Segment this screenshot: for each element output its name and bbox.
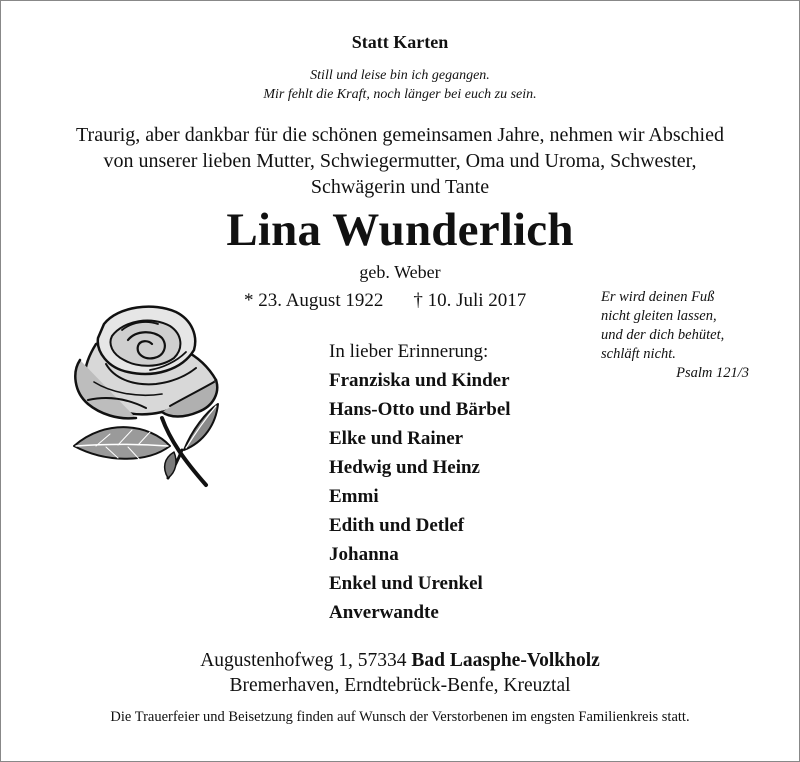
list-item: Elke und Rainer	[329, 428, 464, 449]
intro-line-2: von unserer lieben Mutter, Schwiegermutter, Oma und Uroma, Schwester,	[103, 150, 697, 172]
address	[0, 648, 800, 698]
list-item: Franziska und Kinder	[329, 370, 510, 391]
psalm-line-3: und der dich behütet,	[601, 327, 725, 343]
address-line-2: Bremerhaven, Erndtebrück-Benfe, Kreuztal	[229, 675, 571, 696]
intro-line-1: Traurig, aber dankbar für die schönen gemeinsamen Jahre, nehmen wir Abschied	[76, 124, 724, 146]
list-item: Johanna	[329, 544, 399, 565]
poem-line-2: Mir fehlt die Kraft, noch länger bei euch zu sein.	[263, 87, 537, 102]
list-item: Emmi	[329, 486, 379, 507]
mourners-list	[329, 366, 511, 627]
poem	[0, 66, 800, 104]
list-item: Enkel und Urenkel	[329, 573, 483, 594]
footer-note: Die Trauerfeier und Beisetzung finden auf Wunsch der Verstorbenen im engsten Familienkreis statt.	[110, 709, 690, 725]
notice-heading: Statt Karten	[351, 32, 449, 52]
address-town: Bad Laasphe-Volkholz	[411, 650, 600, 671]
intro-line-3: Schwägerin und Tante	[310, 176, 490, 198]
intro-text	[0, 122, 800, 200]
maiden-name: geb. Weber	[359, 262, 441, 282]
address-street: Augustenhofweg 1, 57334	[200, 650, 412, 671]
psalm-line-2: nicht gleiten lassen,	[601, 308, 717, 324]
psalm-reference: Psalm 121/3	[676, 365, 749, 381]
rose-icon	[66, 300, 222, 490]
psalm-quote	[601, 288, 753, 383]
list-item: Anverwandte	[329, 602, 439, 623]
psalm-line-1: Er wird deinen Fuß	[601, 289, 715, 305]
list-item: Hans-Otto und Bärbel	[329, 399, 511, 420]
list-item: Hedwig und Heinz	[329, 457, 480, 478]
birth-date: * 23. August 1922	[244, 290, 384, 311]
list-item: Edith und Detlef	[329, 515, 465, 536]
address-line-1	[0, 648, 800, 673]
life-dates	[244, 290, 526, 312]
poem-line-1: Still und leise bin ich gegangen.	[310, 68, 490, 83]
memory-label: In lieber Erinnerung:	[329, 341, 489, 362]
death-date: † 10. Juli 2017	[413, 290, 527, 311]
psalm-line-4: schläft nicht.	[601, 346, 676, 362]
deceased-name: Lina Wunderlich	[226, 204, 574, 256]
